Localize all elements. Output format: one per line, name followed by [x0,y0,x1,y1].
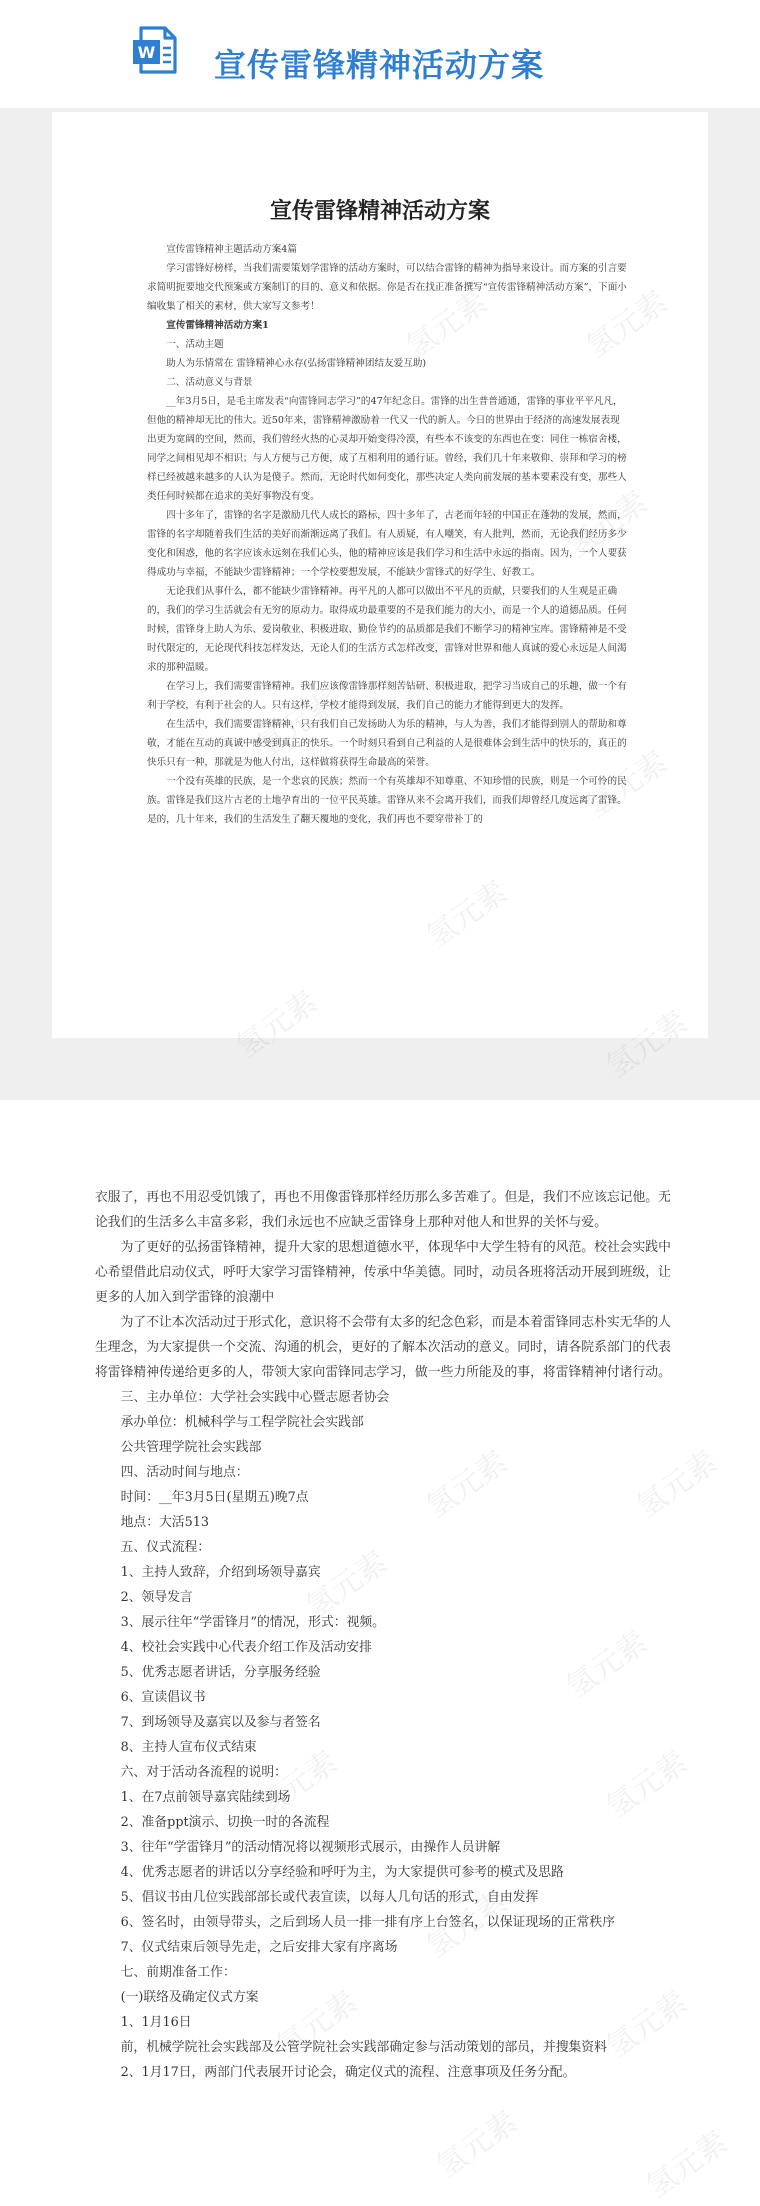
paragraph: 7、仪式结束后领导先走，之后安排大家有序离场 [120,1940,398,1955]
paragraph: 四十多年了，雷锋的名字是激励几代人成长的路标，四十多年了，古老而年轻的中国正在蓬勃的发展，然而，雷锋的名字却随着我们生活的美好而渐渐远离了我们。有人质疑，有人嘲笑，有人批判，然而，无论我们经历多少变化和困惑，他的名字应该永远刻在我们心头，他的精神应该是我们学习和生活中永远的指南。因为，一个人要获得成功与幸福，不能缺少雷锋精神；一个学校要想发展，不能缺少雷锋式的好学生、好教工。 [147,510,627,578]
paragraph: 1、在7点前领导嘉宾陆续到场 [120,1790,291,1805]
paragraph: 1、1月16日 [120,2015,192,2030]
paragraph: 1、主持人致辞，介绍到场领导嘉宾 [120,1565,321,1580]
paragraph: 一个没有英雄的民族，是一个悲哀的民族；然而一个有英雄却不知尊重、不知珍惜的民族，则是一个可怜的民族。雷锋是我们这片古老的土地孕育出的一位平民英雄。雷锋从来不会离开我们，而我们却曾经几度远离了雷锋。是的，几十年来，我们的生活发生了翻天覆地的变化，我们再也不要穿带补丁的 [147,776,627,825]
paragraph: 公共管理学院社会实践部 [120,1440,262,1455]
paragraph: 在学习上，我们需要雷锋精神。我们应该像雷锋那样刻苦钻研、积极进取，把学习当成自己的乐趣，做一个有利于学校，有利于社会的人。只有这样，学校才能得到发展，我们自己的能力才能得到更大的发挥。 [147,681,627,711]
paragraph: 5、优秀志愿者讲话，分享服务经验 [120,1665,321,1680]
paragraph: 七、前期准备工作： [120,1965,236,1980]
watermark-text: 氢元素 [560,1624,654,1706]
paragraph: 承办单位：机械科学与工程学院社会实践部 [120,1415,364,1430]
document-title: 宣传雷锋精神活动方案 [269,198,490,224]
paragraph: (一)联络及确定仪式方案 [120,1990,259,2005]
watermark-text: 氢元素 [600,1744,694,1826]
paragraph: 3、展示往年“学雷锋月”的情况，形式：视频。 [120,1615,385,1630]
paragraph: 在生活中，我们需要雷锋精神，只有我们自己发扬助人为乐的精神，与人为善，我们才能得到别人的帮助和尊敬，才能在互动的真诚中感受到真正的快乐。一个时刻只看到自己利益的人是很难体会到生活中的快乐的，真正的快乐只有一种，那就是为他人付出，这样做将获得生命最高的荣誉。 [147,719,627,768]
watermark-text: 氢元素 [420,1444,514,1526]
paragraph: 五、仪式流程： [120,1540,211,1555]
paragraph: 无论我们从事什么，都不能缺少雷锋精神。再平凡的人都可以做出不平凡的贡献，只要我们的人生观是正确的，我们的学习生活就会有无穷的原动力。取得成功最重要的不是我们能力的大小，而是一个人的道德品质。任何时候，雷锋身上助人为乐、爱岗敬业、积极进取、勤俭节约的品质都是我们不断学习的精神宝库。雷锋精神是不受时代限定的，无论现代科技怎样发达，无论人们的生活方式怎样改变，雷锋对世界和他人真诚的爱心永远是人间渴求的那种温暖。 [147,586,627,673]
paragraph: 3、往年“学雷锋月”的活动情况将以视频形式展示，由操作人员讲解 [120,1840,501,1855]
paragraph: 二、活动意义与背景 [166,377,253,388]
watermark-text: 氢元素 [420,1884,514,1966]
paragraph: 三、主办单位：大学社会实践中心暨志愿者协会 [120,1390,390,1405]
paragraph: __年3月5日，是毛主席发表“向雷锋同志学习”的47年纪念日。雷锋的出生普普通通，雷锋的事业平平凡凡，但他的精神却无比的伟大。近50年来，雷锋精神激励着一代又一代的新人。今日的世界由于经济的高速发展表现出更为宽阔的空间，然而，我们曾经火热的心灵却开始变得冷漠，有些本不该变的东西也在变：同住一栋宿舍楼，同学之间相见却不相识；与人方便与己方便，成了互相利用的通行证。曾经，我们几十年来敬仰、崇拜和学习的榜样已经被越来越多的人认为是傻子。然而，无论时代如何变化，那些决定人类向前发展的基本要素没有变，那些人类任何时候都在追求的美好事物没有变。 [147,396,627,502]
watermark-text: 氢元素 [300,1544,394,1626]
banner-title: 宣传雷锋精神活动方案 [214,46,545,84]
watermark-text: 氢元素 [600,1984,694,2066]
document-page-1 [52,112,708,1038]
paragraph: 6、签名时，由领导带头，之后到场人员一排一排有序上台签名，以保证现场的正常秩序 [120,1915,616,1930]
header-banner [0,0,760,108]
watermark-text: 氢元素 [270,1984,364,2066]
paragraph: 宣传雷锋精神活动方案1 [166,320,269,331]
watermark-text: 氢元素 [630,1444,724,1526]
paragraph: 4、优秀志愿者的讲话以分享经验和呼吁为主，为大家提供可参考的模式及思路 [120,1865,564,1880]
paragraph: 2、准备ppt演示、切换一时的各流程 [120,1815,330,1830]
paragraph: 地点：大活513 [120,1515,210,1530]
paragraph: 宣传雷锋精神主题活动方案4篇 [166,244,298,255]
logo-letter: W [137,43,156,62]
paragraph: 衣服了，再也不用忍受饥饿了，再也不用像雷锋那样经历那么多苦难了。但是，我们不应该忘记他。无论我们的生活多么丰富多彩，我们永远也不应缺乏雷锋身上那种对他人和世界的关怀与爱。 [95,1190,671,1230]
word-document-icon [131,24,181,76]
paragraph: 学习雷锋好榜样，当我们需要策划学雷锋的活动方案时，可以结合雷锋的精神为指导来设计。而方案的引言要求简明扼要地交代预案或方案制订的目的、意义和依据。你是否在找正准备撰写“宣传雷锋精神活动方案”，下面小编收集了相关的素材，供大家写文参考！ [147,263,627,312]
paragraph: 一、活动主题 [166,339,224,350]
paragraph: 助人为乐情常在 雷锋精神心永存(弘扬雷锋精神团结友爱互助) [166,358,427,369]
paragraph: 4、校社会实践中心代表介绍工作及活动安排 [120,1640,372,1655]
paragraph: 为了更好的弘扬雷锋精神，提升大家的思想道德水平，体现华中大学生特有的风范。校社会实践中心希望借此启动仪式，呼吁大家学习雷锋精神，传承中华美德。同时，动员各班将活动开展到班级，让更多的人加入到学雷锋的浪潮中 [95,1240,671,1305]
watermark-text: 氢元素 [430,2104,524,2186]
paragraph: 四、活动时间与地点： [120,1465,249,1480]
paragraph: 2、领导发言 [120,1590,193,1605]
paragraph: 6、宣读倡议书 [120,1690,206,1705]
paragraph: 六、对于活动各流程的说明： [120,1765,287,1780]
watermark-text: 氢元素 [250,1744,344,1826]
watermark-text: 氢元素 [640,2124,734,2206]
document-page-2 [95,1185,675,2085]
paragraph: 前，机械学院社会实践部及公管学院社会实践部确定参与活动策划的部员，并搜集资料 [120,2040,607,2055]
paragraph: 7、到场领导及嘉宾以及参与者签名 [120,1715,321,1730]
paragraph: 8、主持人宣布仪式结束 [120,1740,257,1755]
page1-body [147,240,627,829]
paragraph: 时间：__年3月5日(星期五)晚7点 [120,1490,309,1505]
paragraph: 2、1月17日，两部门代表展开讨论会，确定仪式的流程、注意事项及任务分配。 [120,2065,576,2080]
paragraph: 5、倡议书由几位实践部部长或代表宣读，以每人几句话的形式，自由发挥 [120,1890,539,1905]
paragraph: 为了不让本次活动过于形式化，意识将不会带有太多的纪念色彩，而是本着雷锋同志朴实无华的人生理念，为大家提供一个交流、沟通的机会，更好的了解本次活动的意义。同时，请各院系部门的代表将雷锋精神传递给更多的人，带领大家向雷锋同志学习，做一些力所能及的事，将雷锋精神付诸行动。 [95,1315,671,1380]
